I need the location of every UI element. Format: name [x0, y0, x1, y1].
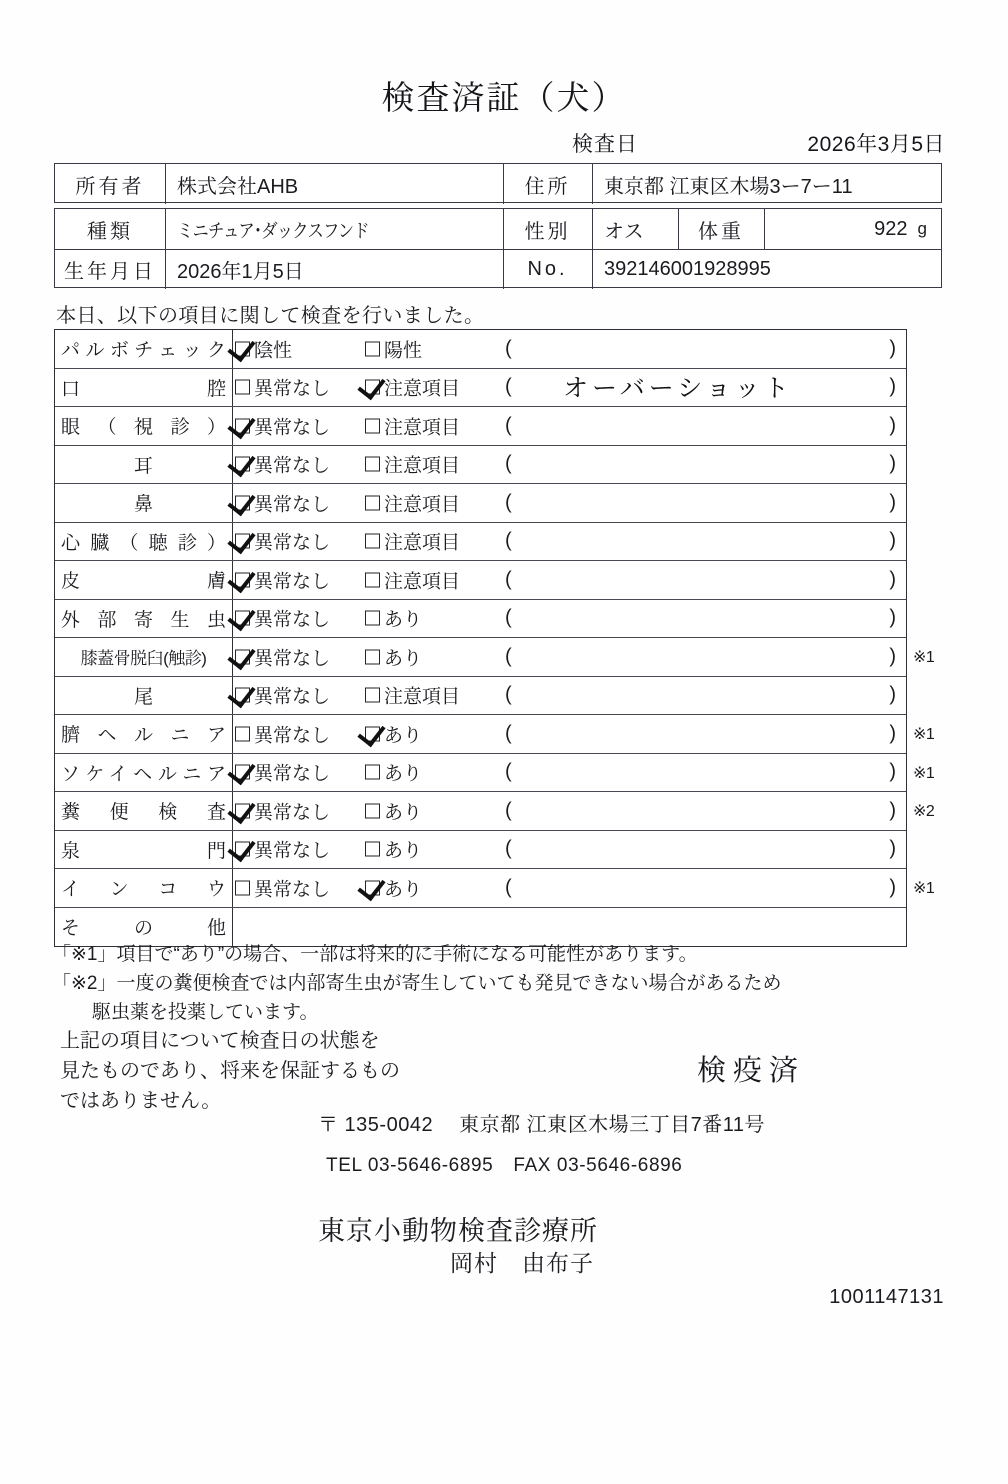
- checkbox-icon[interactable]: [235, 880, 250, 895]
- checkbox-option-2[interactable]: [365, 874, 422, 901]
- disclaimer-line-1: 上記の項目について検査日の状態を: [60, 1030, 380, 1052]
- checklist-row: [55, 330, 906, 369]
- footnote-mark: ※1: [913, 764, 935, 782]
- checklist-row-options: [233, 600, 906, 638]
- checked-checkbox-icon[interactable]: [235, 418, 250, 433]
- checklist-row-label: インコウ: [55, 869, 233, 907]
- checkbox-icon[interactable]: [365, 611, 380, 626]
- breed-row: [55, 209, 941, 249]
- page-title: 検査済証（犬）: [381, 79, 627, 116]
- checkbox-option-1[interactable]: [235, 451, 330, 478]
- checkbox-option-1[interactable]: [235, 335, 292, 362]
- checkbox-option-1[interactable]: [235, 874, 330, 901]
- checkbox-option-label: 注意項目: [384, 378, 461, 400]
- checkbox-option-1[interactable]: [235, 720, 330, 747]
- handwritten-remark: オーバーショット: [563, 373, 793, 403]
- checklist-row-label: 口 腔: [55, 369, 233, 407]
- remark-paren-open: (: [505, 452, 512, 475]
- checkbox-option-label: 注意項目: [384, 494, 461, 516]
- checkbox-option-1[interactable]: [235, 797, 330, 824]
- checked-checkbox-icon[interactable]: [235, 842, 250, 857]
- instruction-text: 本日、以下の項目に関して検査を行いました。: [56, 305, 485, 327]
- remark-paren-open: (: [505, 375, 512, 398]
- checkbox-option-label: 注意項目: [384, 455, 461, 477]
- checked-checkbox-icon[interactable]: [365, 380, 380, 395]
- checkbox-option-label: 注意項目: [384, 686, 461, 708]
- checklist-row: [55, 715, 906, 754]
- owner-value: 株式会社AHB: [177, 175, 299, 198]
- checkbox-option-1[interactable]: [235, 566, 330, 593]
- checkbox-option-label: 異常なし: [254, 686, 331, 708]
- serial-number: 1001147131: [829, 1286, 944, 1308]
- footnote-mark: ※1: [913, 880, 935, 897]
- birthday-value: 2026年1月5日: [177, 261, 304, 283]
- remark-paren-open: (: [505, 529, 512, 552]
- checkbox-option-2[interactable]: [365, 412, 460, 439]
- remark-paren-close: ): [889, 760, 896, 783]
- checkbox-icon[interactable]: [365, 418, 380, 433]
- checklist-row: [55, 677, 906, 716]
- checklist-row-options: [233, 446, 906, 484]
- checklist-row-label: 皮 膚: [55, 561, 233, 599]
- checkbox-option-label: 注意項目: [384, 532, 461, 554]
- checkbox-option-2[interactable]: [365, 682, 460, 709]
- checkbox-option-label: 異常なし: [254, 725, 331, 747]
- veterinarian-name: 岡村 由布子: [450, 1250, 594, 1276]
- checkbox-option-label: あり: [384, 840, 423, 862]
- remark-paren-close: ): [889, 568, 896, 591]
- remark-paren-open: (: [505, 760, 512, 783]
- checkbox-option-label: あり: [384, 725, 423, 747]
- clinic-address-text: 東京都 江東区木場三丁目7番11号: [459, 1114, 766, 1136]
- checklist-row-options: [233, 831, 906, 869]
- remark-paren-open: (: [505, 606, 512, 629]
- inspection-checklist-table: [54, 329, 907, 947]
- checkbox-icon[interactable]: [365, 842, 380, 857]
- checked-checkbox-icon[interactable]: [235, 534, 250, 549]
- clinic-name: 東京小動物検査診療所: [318, 1216, 598, 1246]
- checklist-row: [55, 523, 906, 562]
- checklist-row-label: 外部寄生虫: [55, 600, 233, 638]
- checkbox-option-1[interactable]: [235, 412, 330, 439]
- quarantine-stamp: 検疫済: [697, 1055, 806, 1087]
- disclaimer-line-2: 見たものであり、将来を保証するもの: [60, 1060, 400, 1082]
- checklist-row-label: 糞便検査: [55, 792, 233, 830]
- remark-paren-close: ): [889, 337, 896, 360]
- checkbox-option-label: あり: [384, 609, 423, 631]
- checklist-row-options: [233, 330, 906, 368]
- checked-checkbox-icon[interactable]: [365, 726, 380, 741]
- checkbox-option-2[interactable]: [365, 836, 422, 863]
- checkbox-option-1[interactable]: [235, 682, 330, 709]
- checklist-row-label: 泉 門: [55, 831, 233, 869]
- checkbox-option-label: あり: [384, 763, 423, 785]
- checkbox-icon[interactable]: [365, 765, 380, 780]
- checkbox-icon[interactable]: [365, 495, 380, 510]
- checkbox-option-label: 異常なし: [254, 417, 331, 439]
- remark-paren-close: ): [889, 529, 896, 552]
- owner-row: [55, 164, 941, 204]
- checkbox-icon[interactable]: [365, 649, 380, 664]
- remark-paren-close: ): [889, 375, 896, 398]
- checkbox-icon[interactable]: [365, 803, 380, 818]
- owner-label: 所有者: [75, 175, 145, 198]
- checklist-row-label: パルボチェック: [55, 330, 233, 368]
- checkbox-icon[interactable]: [365, 572, 380, 587]
- checkbox-option-label: 異常なし: [254, 532, 331, 554]
- checkbox-option-2[interactable]: [365, 374, 460, 401]
- remark-paren-open: (: [505, 491, 512, 514]
- checklist-row-options: [233, 638, 906, 676]
- checkbox-icon[interactable]: [365, 534, 380, 549]
- checkbox-icon[interactable]: [235, 726, 250, 741]
- footnote-mark: ※2: [913, 803, 935, 820]
- checklist-row-options: [233, 869, 906, 907]
- checkbox-icon[interactable]: [365, 688, 380, 703]
- footnotes: [52, 940, 952, 1027]
- owner-table: [54, 163, 942, 203]
- checked-checkbox-icon[interactable]: [235, 611, 250, 626]
- checkbox-icon[interactable]: [365, 341, 380, 356]
- checkbox-option-label: 陽性: [384, 340, 423, 362]
- remark-paren-close: ): [889, 837, 896, 860]
- checklist-row: [55, 831, 906, 870]
- checked-checkbox-icon[interactable]: [235, 765, 250, 780]
- checklist-row-options: [233, 369, 906, 407]
- remark-paren-close: ): [889, 722, 896, 745]
- checkbox-option-2[interactable]: [365, 528, 460, 555]
- checklist-row: [55, 484, 906, 523]
- remark-paren-close: ): [889, 491, 896, 514]
- checked-checkbox-icon[interactable]: [235, 457, 250, 472]
- checked-checkbox-icon[interactable]: [235, 688, 250, 703]
- remark-paren-close: ): [889, 606, 896, 629]
- disclaimer-statement: [60, 1026, 400, 1116]
- clinic-contact: [326, 1155, 682, 1177]
- remark-paren-open: (: [505, 337, 512, 360]
- checkbox-icon[interactable]: [235, 380, 250, 395]
- checklist-row: [55, 407, 906, 446]
- checkbox-option-label: 異常なし: [254, 840, 331, 862]
- footnote-1: 「※1」項目で“あり”の場合、一部は将来的に手術になる可能性があります。: [52, 944, 698, 965]
- checklist-row: [55, 869, 906, 908]
- checklist-row-label: ソケイヘルニア: [55, 754, 233, 792]
- checkbox-option-label: 異常なし: [254, 763, 331, 785]
- registration-no-label: No.: [527, 258, 568, 280]
- checklist-row-label: 臍ヘルニア: [55, 715, 233, 753]
- checklist-row-options: [233, 754, 906, 792]
- address-label: 住所: [524, 175, 571, 198]
- checkbox-option-1[interactable]: [235, 605, 330, 632]
- registration-no-value: 392146001928995: [604, 258, 771, 280]
- checklist-row: [55, 561, 906, 600]
- checked-checkbox-icon[interactable]: [235, 341, 250, 356]
- footnote-mark: ※1: [913, 649, 935, 666]
- checkbox-option-label: あり: [384, 648, 423, 670]
- exam-date-row: [560, 128, 945, 156]
- remark-paren-close: ): [889, 799, 896, 822]
- checklist-row: [55, 792, 906, 831]
- sex-label: 性別: [524, 220, 571, 243]
- exam-date-value: 2026年3月5日: [807, 133, 945, 156]
- checkbox-option-label: 異常なし: [254, 378, 331, 400]
- checkbox-option-label: 異常なし: [254, 609, 331, 631]
- checkbox-option-1[interactable]: [235, 643, 330, 670]
- remark-paren-open: (: [505, 568, 512, 591]
- remark-paren-open: (: [505, 683, 512, 706]
- clinic-zip: 〒 135-0042: [318, 1114, 434, 1136]
- checkbox-option-label: 異常なし: [254, 455, 331, 477]
- checkbox-option-1[interactable]: [235, 528, 330, 555]
- checkbox-option-2[interactable]: [365, 797, 422, 824]
- checklist-row-label: 鼻: [55, 484, 233, 522]
- remark-paren-open: (: [505, 414, 512, 437]
- footnote-2: 「※2」一度の糞便検査では内部寄生虫が寄生していても発見できない場合があるため: [52, 973, 782, 994]
- disclaimer-line-3: ではありません。: [60, 1090, 222, 1112]
- checked-checkbox-icon[interactable]: [235, 803, 250, 818]
- checklist-row-options: [233, 523, 906, 561]
- address-value: 東京都 江東区木場3ー7ー11: [604, 175, 853, 198]
- checkbox-option-label: 注意項目: [384, 571, 461, 593]
- checkbox-option-2[interactable]: [365, 489, 460, 516]
- checkbox-option-label: 異常なし: [254, 879, 331, 901]
- remark-paren-open: (: [505, 722, 512, 745]
- checkbox-option-2[interactable]: [365, 335, 422, 362]
- checkbox-option-label: 注意項目: [384, 417, 461, 439]
- checked-checkbox-icon[interactable]: [235, 572, 250, 587]
- checkbox-option-1[interactable]: [235, 489, 330, 516]
- checklist-row-label: 心臓（聴診）: [55, 523, 233, 561]
- checklist-row: [55, 446, 906, 485]
- checkbox-icon[interactable]: [365, 457, 380, 472]
- checkbox-option-1[interactable]: [235, 836, 330, 863]
- checklist-row-options: [233, 715, 906, 753]
- footnote-2-cont: 駆虫薬を投薬しています。: [92, 1002, 319, 1023]
- weight-label: 体重: [698, 220, 744, 243]
- checkbox-option-2[interactable]: [365, 451, 460, 478]
- checklist-row-options: [233, 484, 906, 522]
- remark-paren-close: ): [889, 645, 896, 668]
- remark-paren-close: ): [889, 683, 896, 706]
- checklist-row-label: 尾: [55, 677, 233, 715]
- checkbox-option-label: 異常なし: [254, 648, 331, 670]
- animal-detail-table: [54, 208, 942, 288]
- checklist-row: [55, 754, 906, 793]
- checkbox-option-label: 異常なし: [254, 571, 331, 593]
- checklist-row-options: [233, 407, 906, 445]
- remark-paren-open: (: [505, 645, 512, 668]
- checkbox-option-label: 異常なし: [254, 802, 331, 824]
- checklist-row: [55, 638, 906, 677]
- checkbox-option-1[interactable]: [235, 374, 330, 401]
- weight-value: 922 g: [874, 217, 927, 240]
- checklist-row-label: 膝蓋骨脱臼(触診): [55, 638, 233, 676]
- clinic-tel: TEL 03-5646-6895: [326, 1155, 494, 1176]
- checkbox-option-1[interactable]: [235, 759, 330, 786]
- checkbox-option-label: あり: [384, 802, 423, 824]
- remark-paren-open: (: [505, 799, 512, 822]
- checked-checkbox-icon[interactable]: [235, 649, 250, 664]
- checklist-row: [55, 600, 906, 639]
- remark-paren-open: (: [505, 837, 512, 860]
- checkbox-option-label: あり: [384, 879, 423, 901]
- checklist-row-label: 眼（視診）: [55, 407, 233, 445]
- footnote-mark: ※1: [913, 726, 935, 743]
- clinic-fax: FAX 03-5646-6896: [513, 1155, 683, 1176]
- birthday-label: 生年月日: [64, 261, 156, 283]
- breed-value: ミニチュア･ダックスフンド: [177, 220, 369, 242]
- checkbox-option-2[interactable]: [365, 605, 422, 632]
- checklist-row-options: [233, 792, 906, 830]
- remark-paren-close: ): [889, 452, 896, 475]
- checkbox-option-label: 異常なし: [254, 494, 331, 516]
- breed-label: 種類: [87, 220, 133, 243]
- checkbox-option-2[interactable]: [365, 643, 422, 670]
- checklist-row: [55, 369, 906, 408]
- exam-date-label: 検査日: [572, 133, 638, 156]
- remark-paren-open: (: [505, 876, 512, 899]
- checkbox-option-label: 陰性: [254, 340, 293, 362]
- checklist-row-label: その他: [55, 908, 233, 947]
- checklist-row-options: [233, 677, 906, 715]
- checkbox-option-2[interactable]: [365, 566, 460, 593]
- checkbox-option-2[interactable]: [365, 720, 422, 747]
- checked-checkbox-icon[interactable]: [235, 495, 250, 510]
- clinic-address: [318, 1108, 765, 1137]
- checkbox-option-2[interactable]: [365, 759, 422, 786]
- checklist-row-options: [233, 561, 906, 599]
- sex-value: オス: [604, 220, 644, 243]
- remark-paren-close: ): [889, 876, 896, 899]
- birthday-row: [55, 249, 941, 289]
- checked-checkbox-icon[interactable]: [365, 880, 380, 895]
- remark-paren-close: ): [889, 414, 896, 437]
- checklist-row-label: 耳: [55, 446, 233, 484]
